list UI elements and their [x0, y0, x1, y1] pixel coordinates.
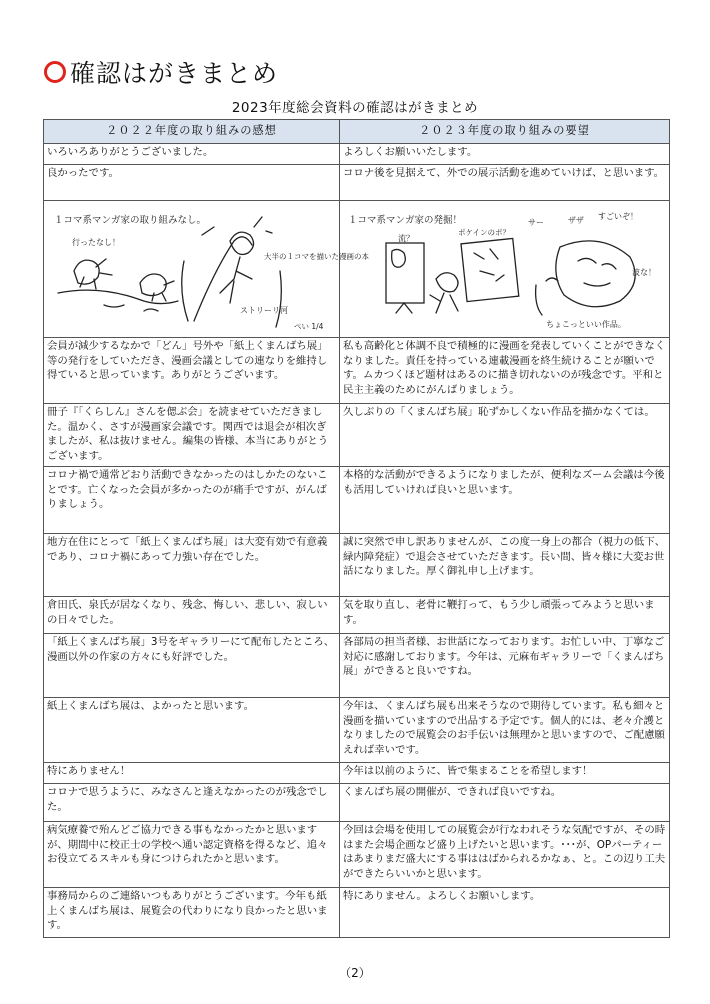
sketch-side-left: 大半の１コマを描いた漫画の本: [264, 252, 369, 261]
cell-2022: 特にありません！: [44, 763, 340, 784]
sketch-cell-right: [340, 201, 670, 338]
cell-2023: 今年は、くまんばち展も出来そうなので期待しています。私も細々と漫画を描いていますので出品する予定です。個人的には、老々介護となりましたので展覧会のお手伝いは無理かと思いますので、ご配慮願えれば幸いです。: [340, 698, 670, 763]
page-number: （2）: [339, 966, 371, 980]
cell-2023: 今年は以前のように、皆で集まることを希望します！: [340, 763, 670, 784]
page-heading: [44, 54, 278, 90]
sketch-bubble-1: 流？: [398, 234, 414, 243]
cell-2023: 各部局の担当者様、お世話になっております。お忙しい中、丁寧なご対応に感謝しております。今年は、元麻布ギャラリーで「くまんばち展」ができると良いですね。: [340, 634, 670, 698]
cell-2022: 倉田氏、泉氏が居なくなり、残念、悔しい、悲しい、寂しいの日々でした。: [44, 597, 340, 634]
table-row: [44, 338, 670, 404]
sketch-cell-left: [44, 201, 369, 338]
table-title: 2023年度総会資料の確認はがきまとめ: [231, 100, 479, 116]
sketch-side-right: 波な！: [632, 268, 656, 277]
table-header-row: [44, 120, 670, 144]
sketch-bubble-4: ザザ: [568, 216, 584, 225]
table-row: [44, 165, 670, 201]
table-row: [44, 784, 670, 822]
cell-2022: 良かったです。: [44, 165, 340, 201]
table-row: [44, 467, 670, 534]
cell-2022: 病気療養で殆んどご協力できる事もなかったかと思いますが、期間中に校正士の学校へ通い認定資格を得るなど、追々お役立てるスキルも身につけられたかと思います。: [44, 822, 340, 888]
sketch-row: [44, 201, 670, 338]
column-header-2023: ２０２３年度の取り組みの要望: [340, 120, 670, 144]
cell-2022: 「紙上くまんばち展」3号をギャラリーにて配布したところ、漫画以外の作家の方々にも好評でした。: [44, 634, 340, 698]
table-row: [44, 888, 670, 938]
sketch-bubble-3: サー: [528, 218, 544, 227]
cell-2023: 気を取り直し、老骨に鞭打って、もう少し頑張ってみようと思います。: [340, 597, 670, 634]
cell-2022: 会員が減少するなかで「どん」号外や「紙上くまんばち展」等の発行をしていただき、漫画会議としての連なりを維持し得ていると思っています。ありがとうございます。: [44, 338, 340, 404]
cell-2023: 私も高齢化と体調不良で積極的に漫画を発表していくことができなくなりました。責任を持っている連載漫画を終生続けることが願いです。ムカつくほど題材はあるのに描き切れないのが残念です。平和と民主主義のためにがんばりましょう。: [340, 338, 670, 404]
sketch-river-label: ストリーリ河: [240, 306, 288, 315]
sketch-caption-left: １コマ系マンガ家の取り組みなし。: [54, 215, 207, 226]
sketch-bubble-left: 行ったなし！: [72, 238, 120, 247]
table-row: [44, 634, 670, 698]
cell-2022: コロナ禍で通常どおり活動できなかったのはしかたのないことです。亡くなった会員が多かったのが痛手ですが、がんばりましょう。: [44, 467, 340, 534]
survey-table: [43, 119, 670, 938]
cartoon-sketch-right: [340, 201, 670, 337]
cell-2023: よろしくお願いいたします。: [340, 144, 670, 165]
cell-2022: 事務局からのご連絡いつもありがとうございます。今年も紙上くまんばち展は、展覧会の代わりになり良かったと思います。: [44, 888, 340, 938]
sketch-exclaim: すごいぞ！: [598, 212, 638, 221]
cell-2022: いろいろありがとうございました。: [44, 144, 340, 165]
table-row: [44, 404, 670, 467]
cell-2023: コロナ後を見据えて、外での展示活動を進めていけば、と思います。: [340, 165, 670, 201]
column-header-2022: ２０２２年度の取り組みの感想: [44, 120, 340, 144]
table-row: [44, 597, 670, 634]
sketch-bubble-2: ポケインのポ？: [458, 228, 510, 237]
table-row: [44, 698, 670, 763]
table-row: [44, 144, 670, 165]
cell-2023: 本格的な活動ができるようになりましたが、便利なズーム会議は今後も活用していければ良いと思います。: [340, 467, 670, 534]
cell-2022: コロナで思うように、みなさんと逢えなかったのが残念でした。: [44, 784, 340, 822]
cell-2023: 久しぶりの「くまんばち展」恥ずかしくない作品を描かなくては。: [340, 404, 670, 467]
table-row: [44, 534, 670, 597]
cell-2023: 特にありません。よろしくお願いします。: [340, 888, 670, 938]
sketch-footer-right: ちょこっといい作品。: [546, 320, 626, 329]
cell-2022: 地方在住にとって「紙上くまんばち展」は大変有効で有意義であり、コロナ禍にあって力強い存在でした。: [44, 534, 340, 597]
cell-2022: 紙上くまんばち展は、よかったと思います。: [44, 698, 340, 763]
heading-text: 確認はがきまとめ: [70, 59, 279, 88]
cell-2023: 今回は会場を使用しての展覧会が行なわれそうな気配ですが、その時はまた会場企画など盛り上げたいと思います。･･･が、OPパーティーはあまりまだ盛大にする事ははばかられるかなぁ、と。この辺り工夫ができたらいいかと思います。: [340, 822, 670, 888]
table-row: [44, 822, 670, 888]
cell-2023: くまんばち展の開催が、できれば良いですね。: [340, 784, 670, 822]
sketch-sign-left: ぺい 1/4: [294, 322, 324, 331]
sketch-caption-right: １コマ系マンガ家の発掘！: [348, 215, 463, 226]
cell-2022: 冊子『「くらしん』さんを偲ぶ会」を読ませていただきました。温かく、さすが漫画家会議です。関西では退会が相次ぎましたが、私は抜けません。編集の皆様、本当にありがとうございます。: [44, 404, 340, 467]
cell-2023: 誠に突然で申し訳ありませんが、この度一身上の都合（視力の低下、緑内障発症）で退会させていただきます。長い間、皆々様に大変お世話になりました。厚く御礼申し上げます。: [340, 534, 670, 597]
cartoon-sketch-left: [44, 201, 369, 337]
table-row: [44, 763, 670, 784]
circle-icon: [44, 61, 66, 83]
